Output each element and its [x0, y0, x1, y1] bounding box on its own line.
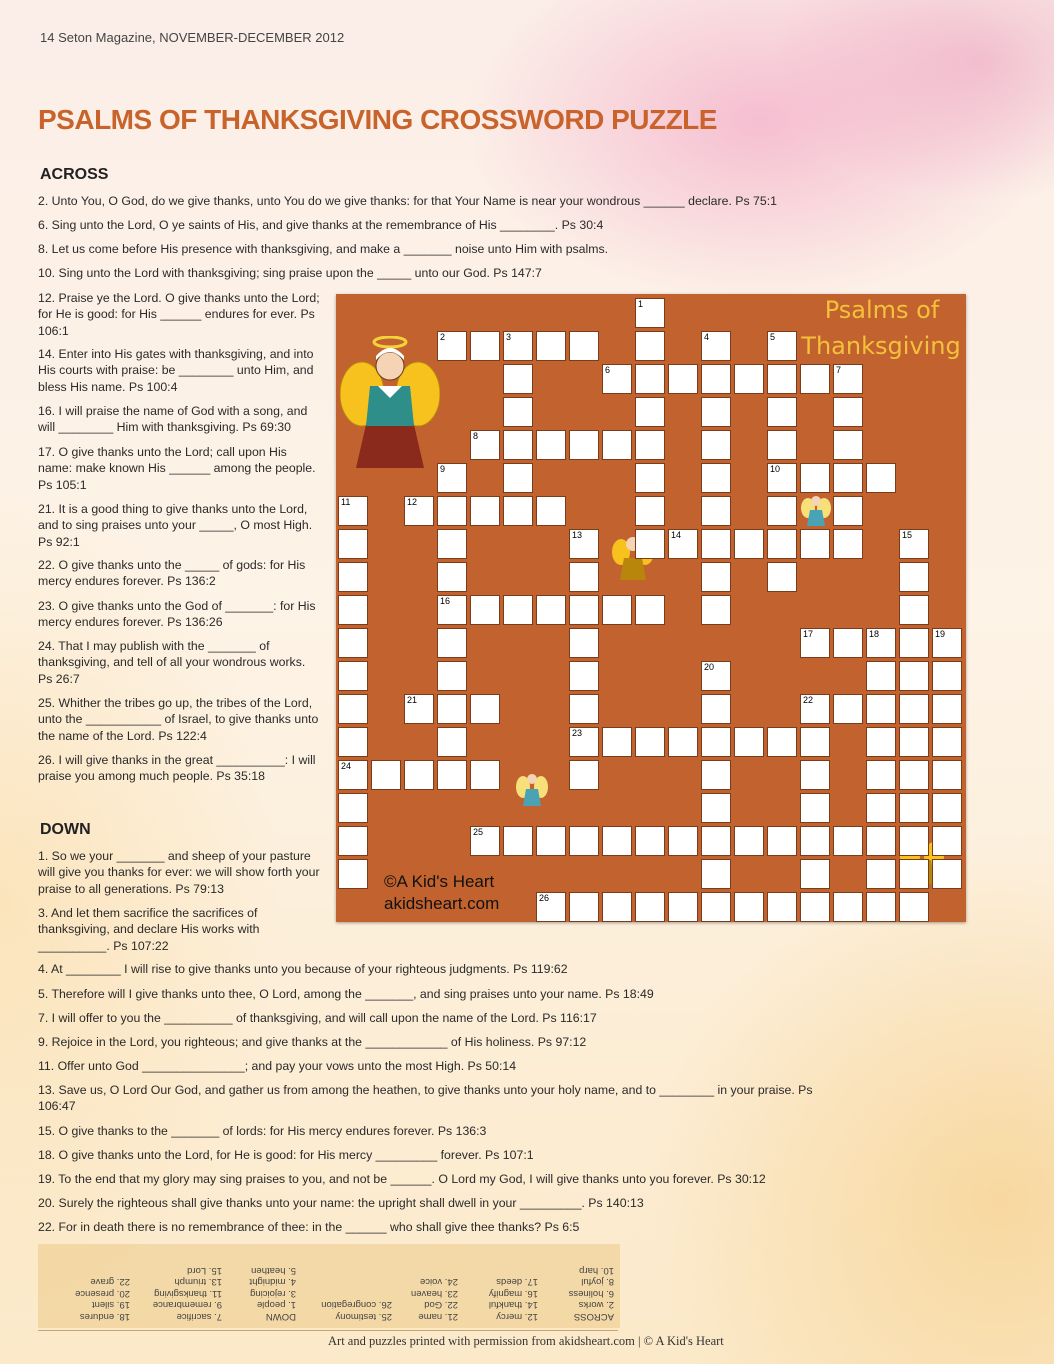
- crossword-cell[interactable]: [635, 364, 665, 394]
- crossword-cell[interactable]: [866, 859, 896, 889]
- crossword-cell[interactable]: [569, 661, 599, 691]
- crossword-cell[interactable]: [602, 430, 632, 460]
- crossword-cell[interactable]: [899, 826, 929, 856]
- crossword-cell[interactable]: [866, 628, 896, 658]
- clue-number: 15: [902, 530, 913, 540]
- crossword-cell[interactable]: [833, 529, 863, 559]
- clue-number: 25: [473, 827, 484, 837]
- crossword-cell[interactable]: [866, 727, 896, 757]
- crossword-cell[interactable]: [569, 694, 599, 724]
- crossword-cell[interactable]: [899, 529, 929, 559]
- crossword-cell[interactable]: [338, 529, 368, 559]
- down-clue: 9. Rejoice in the Lord, you righteous; and give thanks at the ____________ of His holiness. Ps 97:12: [38, 1035, 587, 1049]
- crossword-cell[interactable]: [635, 496, 665, 526]
- crossword-cell[interactable]: [767, 496, 797, 526]
- crossword-cell[interactable]: [833, 463, 863, 493]
- crossword-cell[interactable]: [767, 364, 797, 394]
- crossword-cell[interactable]: [404, 760, 434, 790]
- crossword-cell[interactable]: [701, 430, 731, 460]
- crossword-cell[interactable]: [701, 397, 731, 427]
- crossword-cell[interactable]: [338, 496, 368, 526]
- answer-column: 25. testimony 26. congregation: [321, 1299, 392, 1322]
- crossword-cell[interactable]: [569, 562, 599, 592]
- clue-number: 6: [605, 365, 611, 375]
- crossword-cell[interactable]: [668, 529, 698, 559]
- across-clue: 8. Let us come before His presence with thanksgiving, and make a _______ noise unto Him with psalms.: [38, 242, 609, 256]
- crossword-cell[interactable]: [503, 463, 533, 493]
- crossword-cell[interactable]: [470, 694, 500, 724]
- answer-key-upside-down: [38, 1244, 620, 1328]
- crossword-cell[interactable]: [503, 430, 533, 460]
- clue-number: 2: [440, 332, 446, 342]
- crossword-cell[interactable]: [635, 727, 665, 757]
- crossword-cell[interactable]: [767, 529, 797, 559]
- footer-divider: [38, 1330, 618, 1331]
- crossword-cell[interactable]: [602, 727, 632, 757]
- clue-number: 5: [770, 332, 776, 342]
- answer-column: 21. name 22. God 23. heaven 24. voice: [410, 1276, 458, 1322]
- clue-number: 12: [407, 497, 418, 507]
- crossword-cell[interactable]: [767, 562, 797, 592]
- crossword-cell[interactable]: [701, 826, 731, 856]
- crossword-cell[interactable]: [437, 595, 467, 625]
- clue-number: 21: [407, 695, 418, 705]
- clue-number: 3: [506, 332, 512, 342]
- angel-small-icon: [516, 770, 548, 808]
- crossword-cell[interactable]: [800, 727, 830, 757]
- crossword-cell[interactable]: [899, 694, 929, 724]
- down-clue: 3. And let them sacrifice the sacrifices of thanksgiving, and declare His works with __________. Ps 107:22: [38, 906, 260, 953]
- crossword-cell[interactable]: [668, 826, 698, 856]
- crossword-cell[interactable]: [800, 463, 830, 493]
- across-clue: 6. Sing unto the Lord, O ye saints of His, and give thanks at the remembrance of His ________. Ps 30:4: [38, 218, 604, 232]
- crossword-cell[interactable]: [536, 826, 566, 856]
- crossword-cell[interactable]: [536, 496, 566, 526]
- crossword-cell[interactable]: [701, 364, 731, 394]
- clue-number: 17: [803, 629, 814, 639]
- crossword-cell[interactable]: [833, 826, 863, 856]
- crossword-cell[interactable]: [536, 331, 566, 361]
- crossword-cell[interactable]: [833, 496, 863, 526]
- copyright-text: ©A Kid's Heart: [384, 872, 495, 891]
- crossword-cell[interactable]: [668, 892, 698, 922]
- crossword-cell[interactable]: [470, 331, 500, 361]
- crossword-cell[interactable]: [701, 694, 731, 724]
- crossword-cell[interactable]: [569, 628, 599, 658]
- crossword-cell[interactable]: [866, 661, 896, 691]
- crossword-cell[interactable]: [767, 430, 797, 460]
- clue-number: 14: [671, 530, 682, 540]
- puzzle-title-line1: Psalms of: [824, 296, 940, 324]
- crossword-cell[interactable]: [470, 760, 500, 790]
- down-heading: DOWN: [40, 821, 91, 838]
- clue-number: 11: [341, 497, 351, 507]
- crossword-cell[interactable]: [437, 562, 467, 592]
- crossword-cell[interactable]: [635, 298, 665, 328]
- crossword-cell[interactable]: [470, 826, 500, 856]
- crossword-cell[interactable]: [569, 892, 599, 922]
- crossword-cell[interactable]: [866, 826, 896, 856]
- clue-number: 13: [572, 530, 583, 540]
- crossword-cell[interactable]: [701, 496, 731, 526]
- crossword-cell[interactable]: [536, 595, 566, 625]
- crossword-cell[interactable]: [701, 595, 731, 625]
- across-clue: 22. O give thanks unto the _____ of gods: for His mercy endures forever. Ps 136:2: [38, 558, 306, 589]
- angel-illustration: [340, 336, 440, 471]
- crossword-cell[interactable]: [899, 595, 929, 625]
- crossword-cell[interactable]: [338, 760, 368, 790]
- clue-number: 7: [836, 365, 842, 375]
- crossword-cell[interactable]: [899, 760, 929, 790]
- crossword-cell[interactable]: [866, 694, 896, 724]
- crossword-cell[interactable]: [635, 331, 665, 361]
- crossword-cell[interactable]: [701, 793, 731, 823]
- crossword-cell[interactable]: [437, 331, 467, 361]
- crossword-cell[interactable]: [338, 595, 368, 625]
- across-clue: 12. Praise ye the Lord. O give thanks unto the Lord; for He is good: for His ______ endures for ever. Ps 106:1: [38, 291, 320, 338]
- crossword-puzzle: [336, 294, 966, 922]
- answer-key: [38, 1244, 620, 1328]
- crossword-cell[interactable]: [404, 496, 434, 526]
- crossword-cell[interactable]: [800, 694, 830, 724]
- across-clue: 23. O give thanks unto the God of _______: for His mercy endures forever. Ps 136:26: [38, 599, 316, 630]
- crossword-cell[interactable]: [338, 793, 368, 823]
- crossword-cell[interactable]: [470, 430, 500, 460]
- clue-number: 8: [473, 431, 479, 441]
- down-clue: 20. Surely the righteous shall give thanks unto your name: the upright shall dwell in your _________. Ps 140:13: [38, 1196, 644, 1210]
- crossword-cell[interactable]: [668, 364, 698, 394]
- crossword-cell[interactable]: [437, 661, 467, 691]
- crossword-cell[interactable]: [932, 661, 962, 691]
- crossword-cell[interactable]: [437, 628, 467, 658]
- crossword-cell[interactable]: [932, 760, 962, 790]
- crossword-cell[interactable]: [635, 892, 665, 922]
- crossword-cell[interactable]: [800, 760, 830, 790]
- crossword-cell[interactable]: [734, 892, 764, 922]
- crossword-cell[interactable]: [503, 364, 533, 394]
- crossword-cell[interactable]: [899, 628, 929, 658]
- crossword-cell[interactable]: [602, 595, 632, 625]
- down-clue: 1. So we your _______ and sheep of your pasture will give you thanks for ever: we will show forth your praise to all generations. Ps 79:13: [38, 849, 320, 896]
- crossword-cell[interactable]: [701, 727, 731, 757]
- crossword-cell[interactable]: [338, 859, 368, 889]
- clue-number: 18: [869, 629, 880, 639]
- crossword-cell[interactable]: [635, 397, 665, 427]
- across-clue: 17. O give thanks unto the Lord; call upon His name: make known His ______ among the people. Ps 105:1: [38, 445, 316, 492]
- crossword-cell[interactable]: [734, 826, 764, 856]
- crossword-cell[interactable]: [437, 529, 467, 559]
- crossword-cell[interactable]: [338, 661, 368, 691]
- crossword-cell[interactable]: [569, 331, 599, 361]
- crossword-cell[interactable]: [833, 397, 863, 427]
- crossword-cell[interactable]: [668, 727, 698, 757]
- crossword-cell[interactable]: [767, 727, 797, 757]
- website-text: akidsheart.com: [384, 894, 500, 913]
- crossword-cell[interactable]: [767, 463, 797, 493]
- clue-number: 23: [572, 728, 583, 738]
- crossword-cell[interactable]: [767, 331, 797, 361]
- clue-number: 20: [704, 662, 715, 672]
- crossword-cell[interactable]: [338, 826, 368, 856]
- crossword-cell[interactable]: [833, 430, 863, 460]
- across-clue: 16. I will praise the name of God with a song, and will ________ Him with thanksgiving. Ps 69:30: [38, 404, 308, 435]
- crossword-cell[interactable]: [833, 694, 863, 724]
- down-clue: 18. O give thanks unto the Lord, for He is good: for His mercy _________ forever. Ps 107:1: [38, 1148, 534, 1162]
- page-title: PSALMS OF THANKSGIVING CROSSWORD PUZZLE: [38, 104, 717, 135]
- crossword-cell[interactable]: [503, 496, 533, 526]
- crossword-cell[interactable]: [569, 727, 599, 757]
- clue-number: 19: [935, 629, 946, 639]
- clue-number: 22: [803, 695, 814, 705]
- crossword-cell[interactable]: [767, 397, 797, 427]
- crossword-cell[interactable]: [635, 463, 665, 493]
- crossword-cell[interactable]: [800, 793, 830, 823]
- answer-column: ACROSS 2. works 6. holiness 8. joyful 10. harp: [568, 1265, 614, 1322]
- clue-number: 24: [341, 761, 352, 771]
- crossword-cell[interactable]: [932, 859, 962, 889]
- crossword-cell[interactable]: [569, 595, 599, 625]
- crossword-cell[interactable]: [470, 595, 500, 625]
- clue-number: 9: [440, 464, 446, 474]
- crossword-cell[interactable]: [635, 430, 665, 460]
- down-clue: 7. I will offer to you the __________ of thanksgiving, and will call upon the name of the Lord. Ps 116:17: [38, 1011, 597, 1025]
- down-clue: 22. For in death there is no remembrance of thee: in the ______ who shall give thee thanks? Ps 6:5: [38, 1220, 580, 1234]
- across-clue: 10. Sing unto the Lord with thanksgiving; sing praise upon the _____ unto our God. Ps 147:7: [38, 266, 542, 280]
- crossword-cell[interactable]: [899, 859, 929, 889]
- clue-number: 16: [440, 596, 451, 606]
- clue-number: 1: [638, 299, 644, 309]
- down-clue: 19. To the end that my glory may sing praises to you, and not be ______. O Lord my God, I will give thanks unto you forever. Ps 30:12: [38, 1172, 766, 1186]
- crossword-cell[interactable]: [503, 331, 533, 361]
- across-clue: 2. Unto You, O God, do we give thanks, unto You do we give thanks: for that Your Name is near your wondrous ______ declare. Ps 75:1: [38, 194, 777, 208]
- crossword-cell[interactable]: [932, 826, 962, 856]
- crossword-cell[interactable]: [503, 595, 533, 625]
- crossword-cell[interactable]: [701, 331, 731, 361]
- answer-column: 18. endures 19. silent 20. presence 22. grave: [75, 1276, 130, 1322]
- crossword-cell[interactable]: [734, 364, 764, 394]
- across-clue: 26. I will give thanks in the great __________: I will praise you among much people. Ps 35:18: [38, 753, 316, 784]
- crossword-cell[interactable]: [899, 661, 929, 691]
- across-clue: 24. That I may publish with the _______ of thanksgiving, and tell of all your wondrous works. Ps 26:7: [38, 639, 306, 686]
- crossword-cell[interactable]: [932, 628, 962, 658]
- crossword-cell[interactable]: [371, 760, 401, 790]
- crossword-cell[interactable]: [338, 727, 368, 757]
- crossword-cell[interactable]: [701, 562, 731, 592]
- answer-column: 12. mercy 14. thankful 16. magnify 17. deeds: [488, 1276, 538, 1322]
- footer-credit: Art and puzzles printed with permission from akidsheart.com | © A Kid's Heart: [328, 1334, 724, 1348]
- crossword-cell[interactable]: [734, 529, 764, 559]
- answer-column: 7. sacrifice 9. remembrance 11. thanksgiving 13. triumph 15. Lord: [152, 1265, 222, 1322]
- crossword-cell[interactable]: [899, 892, 929, 922]
- crossword-cell[interactable]: [800, 364, 830, 394]
- crossword-cell[interactable]: [701, 760, 731, 790]
- crossword-cell[interactable]: [800, 892, 830, 922]
- crossword-cell[interactable]: [866, 463, 896, 493]
- crossword-cell[interactable]: [800, 529, 830, 559]
- crossword-cell[interactable]: [437, 496, 467, 526]
- puzzle-title-line2: Thanksgiving: [801, 332, 961, 360]
- crossword-cell[interactable]: [338, 694, 368, 724]
- crossword-cell[interactable]: [338, 562, 368, 592]
- clue-number: 26: [539, 893, 550, 903]
- clue-number: 10: [770, 464, 781, 474]
- crossword-cell[interactable]: [635, 826, 665, 856]
- crossword-cell[interactable]: [767, 892, 797, 922]
- crossword-cell[interactable]: [800, 859, 830, 889]
- crossword-cell[interactable]: [503, 397, 533, 427]
- crossword-cell[interactable]: [932, 694, 962, 724]
- crossword-cell[interactable]: [866, 760, 896, 790]
- crossword-cell[interactable]: [635, 595, 665, 625]
- crossword-cell[interactable]: [569, 529, 599, 559]
- crossword-cell[interactable]: [833, 364, 863, 394]
- crossword-cell[interactable]: [569, 826, 599, 856]
- crossword-cell[interactable]: [833, 628, 863, 658]
- clue-number: 4: [704, 332, 710, 342]
- crossword-cell[interactable]: [602, 892, 632, 922]
- crossword-cell[interactable]: [602, 826, 632, 856]
- across-clue: 25. Whither the tribes go up, the tribes of the Lord, unto the ___________ of Israel, to give thanks unto the name of the Lord. Ps 122:4: [38, 696, 319, 743]
- crossword-cell[interactable]: [437, 727, 467, 757]
- down-clue: 4. At ________ I will rise to give thanks unto you because of your righteous judgments. Ps 119:62: [38, 962, 568, 976]
- crossword-cell[interactable]: [899, 727, 929, 757]
- crossword-cell[interactable]: [404, 694, 434, 724]
- crossword-cell[interactable]: [569, 430, 599, 460]
- crossword-cell[interactable]: [932, 727, 962, 757]
- crossword-cell[interactable]: [437, 463, 467, 493]
- crossword-cell[interactable]: [701, 661, 731, 691]
- crossword-cell[interactable]: [437, 760, 467, 790]
- across-clue: 14. Enter into His gates with thanksgiving, and into His courts with praise: be ________ unto Him, and bless His name. Ps 100:4: [38, 347, 314, 394]
- crossword-cell[interactable]: [800, 826, 830, 856]
- across-heading: ACROSS: [40, 166, 109, 183]
- crossword-cell[interactable]: [569, 760, 599, 790]
- across-clue: 21. It is a good thing to give thanks unto the Lord, and to sing praises unto your _____, O most High. Ps 92:1: [38, 502, 313, 549]
- crossword-cell[interactable]: [635, 529, 665, 559]
- crossword-cell[interactable]: [701, 529, 731, 559]
- answer-column: DOWN 1. people 3. rejoicing 4. midnight 5. heathen: [249, 1265, 296, 1322]
- crossword-cell[interactable]: [899, 793, 929, 823]
- crossword-cell[interactable]: [437, 694, 467, 724]
- crossword-cell[interactable]: [536, 892, 566, 922]
- crossword-cell[interactable]: [899, 562, 929, 592]
- crossword-cell[interactable]: [503, 826, 533, 856]
- down-clue: 5. Therefore will I give thanks unto thee, O Lord, among the _______, and sing praises unto your name. Ps 18:49: [38, 987, 654, 1001]
- crossword-cell[interactable]: [701, 463, 731, 493]
- crossword-cell[interactable]: [866, 793, 896, 823]
- crossword-cell[interactable]: [767, 826, 797, 856]
- crossword-cell[interactable]: [800, 628, 830, 658]
- down-clue: 11. Offer unto God _______________; and pay your vows unto the most High. Ps 50:14: [38, 1059, 517, 1073]
- angel-small-icon: [801, 492, 831, 528]
- crossword-cell[interactable]: [701, 892, 731, 922]
- page-header: 14 Seton Magazine, NOVEMBER-DECEMBER 2012: [40, 30, 345, 45]
- crossword-cell[interactable]: [734, 727, 764, 757]
- crossword-cell[interactable]: [602, 364, 632, 394]
- crossword-cell[interactable]: [536, 430, 566, 460]
- crossword-cell[interactable]: [470, 496, 500, 526]
- crossword-cell[interactable]: [866, 892, 896, 922]
- down-clue: 13. Save us, O Lord Our God, and gather us from among the heathen, to give thanks unto your holy name, and to ________ in your praise. Ps 106:47: [38, 1083, 813, 1114]
- crossword-cell[interactable]: [833, 892, 863, 922]
- crossword-cell[interactable]: [701, 859, 731, 889]
- crossword-cell[interactable]: [338, 628, 368, 658]
- crossword-cell[interactable]: [932, 793, 962, 823]
- down-clue: 15. O give thanks to the _______ of lords: for His mercy endures forever. Ps 136:3: [38, 1124, 487, 1138]
